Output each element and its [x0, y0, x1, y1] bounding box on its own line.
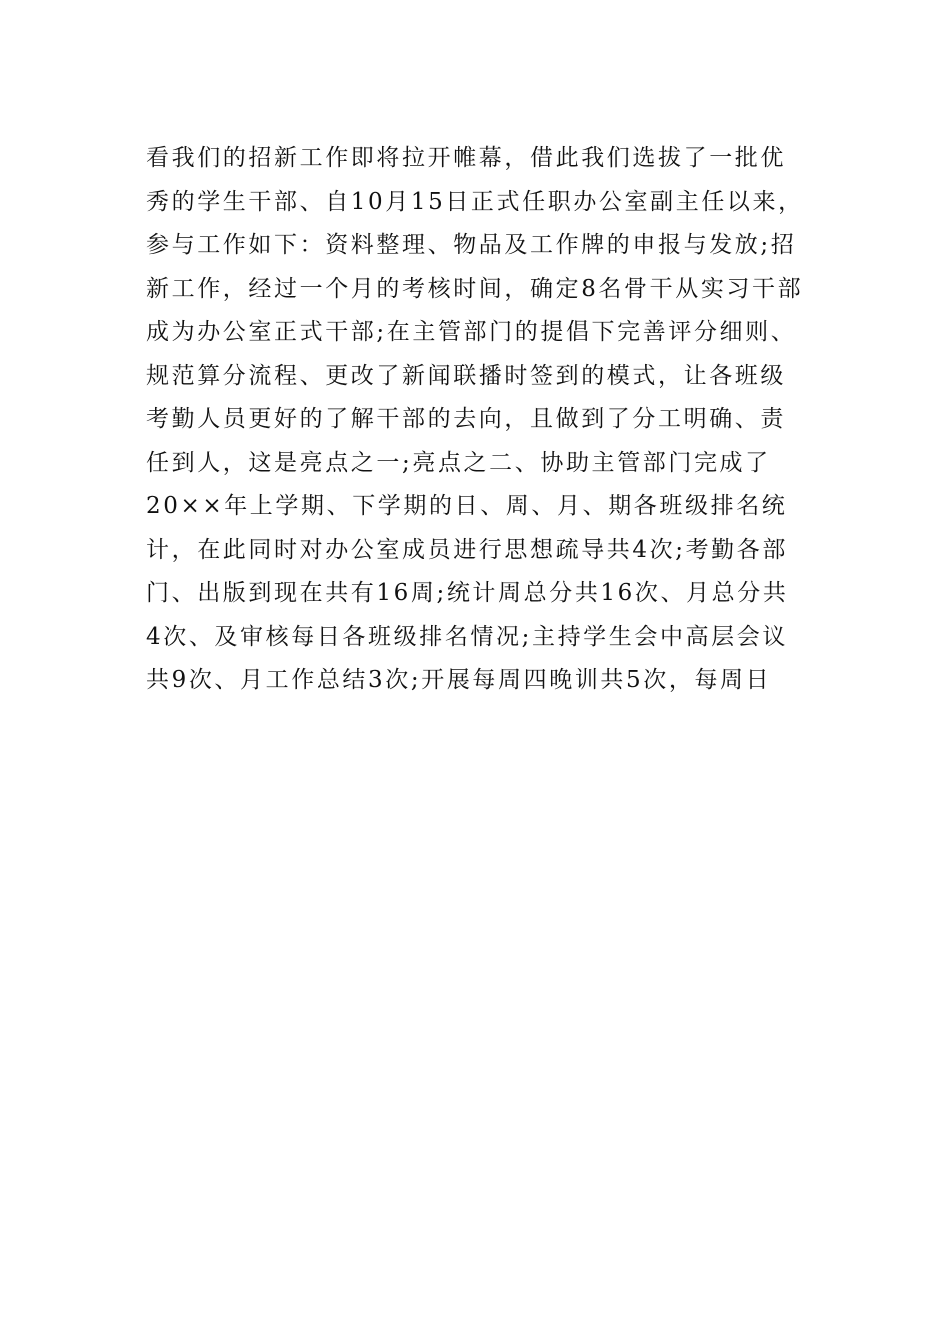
- text-line-2: 秀的学生干部、自10月15日正式任职办公室副主任以来，: [146, 188, 804, 215]
- text-line-4: 新工作，经过一个月的考核时间，确定8名骨干从实习干部: [146, 275, 804, 302]
- text-line-10: 计，在此同时对办公室成员进行思想疏导共4次;考勤各部: [146, 536, 788, 563]
- text-line-11: 门、出版到现在共有16周;统计周总分共16次、月总分共: [146, 580, 789, 606]
- text-line-3: 参与工作如下：资料整理、物品及工作牌的申报与发放;招: [146, 232, 797, 258]
- text-line-8: 任到人，这是亮点之一;亮点之二、协助主管部门完成了: [146, 449, 771, 476]
- text-line-7: 考勤人员更好的了解干部的去向，且做到了分工明确、责: [146, 406, 786, 432]
- text-line-9: 20××年上学期、下学期的日、周、月、期各班级排名统: [146, 493, 788, 519]
- text-line-12: 4次、及审核每日各班级排名情况;主持学生会中高层会议: [146, 623, 788, 650]
- body-text: [146, 137, 826, 703]
- text-line-5: 成为办公室正式干部;在主管部门的提倡下完善评分细则、: [146, 319, 797, 345]
- text-line-6: 规范算分流程、更改了新闻联播时签到的模式，让各班级: [146, 362, 786, 389]
- text-line-1: 看我们的招新工作即将拉开帷幕，借此我们选拔了一批优: [146, 145, 786, 171]
- text-line-13: 共9次、月工作总结3次;开展每周四晚训共5次，每周日: [146, 667, 772, 693]
